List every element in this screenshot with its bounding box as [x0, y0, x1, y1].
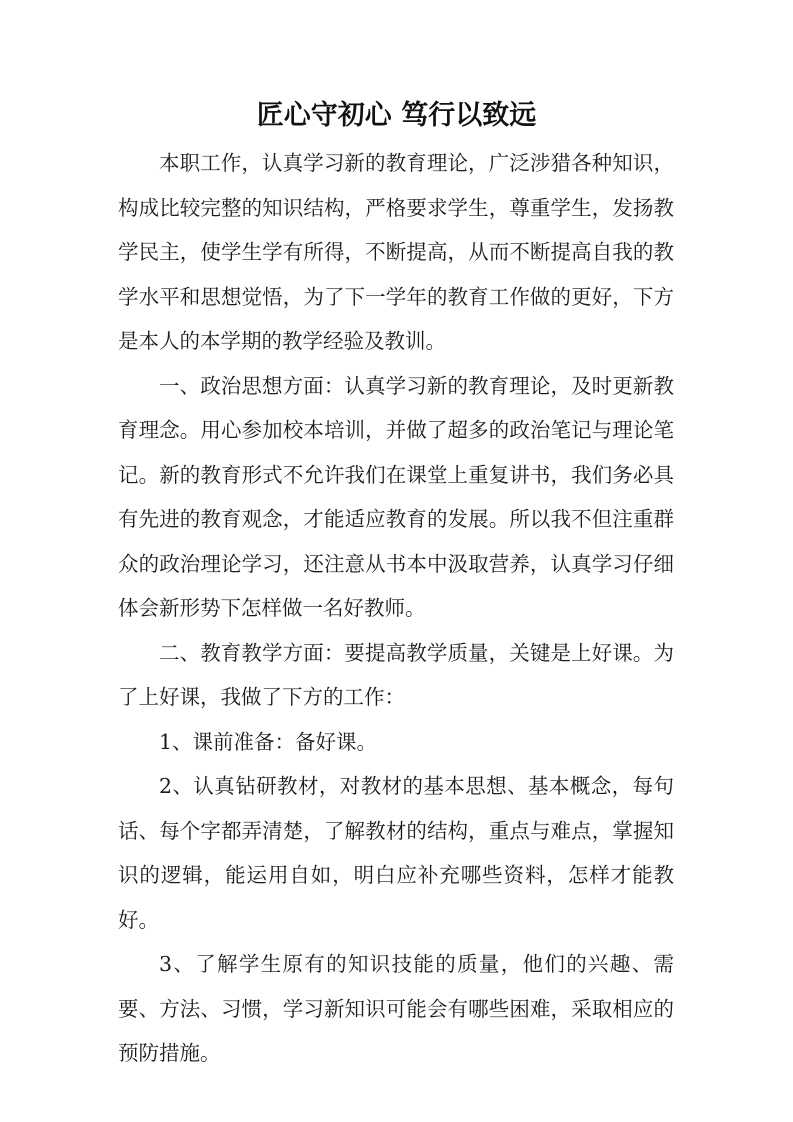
document-body [118, 141, 674, 1076]
paragraph-intro: 本职工作，认真学习新的教育理论，广泛涉猎各种知识，构成比较完整的知识结构，严格要求学生，尊重学生，发扬教学民主，使学生学有所得，不断提高，从而不断提高自我的教学水平和思想觉悟，为了下一学年的教育工作做的更好，下方是本人的本学期的教学经验及教训。 [118, 151, 674, 353]
paragraph-item-1: 1、课前准备：备好课。 [159, 729, 378, 754]
paragraph-item-2: 2、认真钻研教材，对教材的基本思想、基本概念，每句话、每个字都弄清楚，了解教材的结构，重点与难点，掌握知识的逻辑，能运用自如，明白应补充哪些资料，怎样才能教好。 [118, 774, 674, 932]
paragraph-teaching: 二、教育教学方面：要提高教学质量，关键是上好课。为了上好课，我做了下方的工作： [118, 640, 674, 709]
document-title: 匠心守初心 笃行以致远 [256, 100, 537, 131]
paragraph-political-thought: 一、政治思想方面：认真学习新的教育理论，及时更新教育理念。用心参加校本培训，并做了超多的政治笔记与理论笔记。新的教育形式不允许我们在课堂上重复讲书，我们务必具有先进的教育观念，才能适应教育的发展。所以我不但注重群众的政治理论学习，还注意从书本中汲取营养，认真学习仔细体会新形势下怎样做一名好教师。 [118, 373, 674, 620]
paragraph-item-3: 3、了解学生原有的知识技能的质量，他们的兴趣、需要、方法、习惯，学习新知识可能会有哪些困难，采取相应的预防措施。 [118, 952, 674, 1065]
